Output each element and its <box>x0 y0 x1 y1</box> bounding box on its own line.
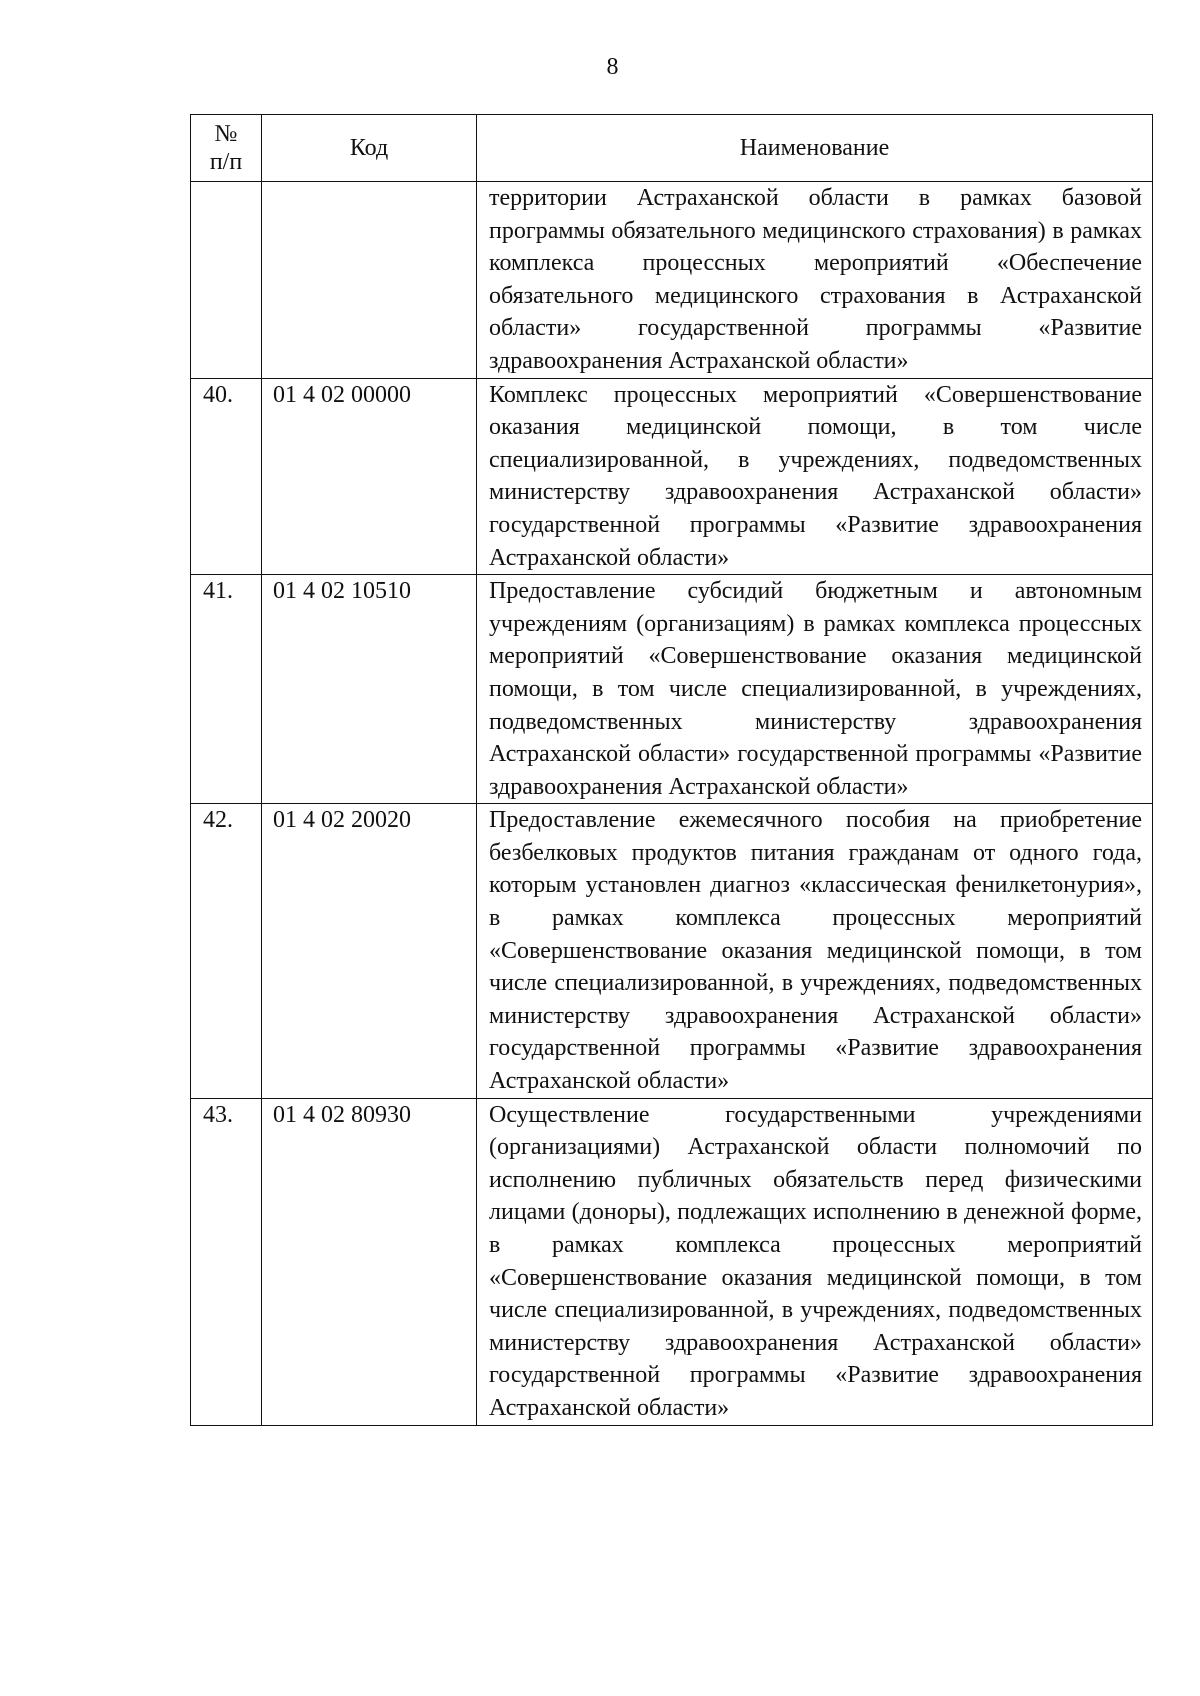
row-number <box>191 182 262 379</box>
row-name: Осуществление государственными учреждениями (организациями) Астраханской области полномочий по исполнению публичных обязательств перед физическими лицами (доноры), подлежащих исполнению в денежной форме, в рамках комплекса процессных мероприятий «Совершенствование оказания медицинской помощи, в том числе специализированной, в учреждениях, подведомственных министерству здравоохранения Астраханской области» государственной программы «Развитие здравоохранения Астраханской области» <box>477 1098 1153 1425</box>
header-code: Код <box>262 115 477 182</box>
table-row <box>191 378 1153 575</box>
table-row <box>191 182 1153 379</box>
budget-code-table <box>190 114 1153 1426</box>
header-number <box>191 115 262 182</box>
row-number: 42. <box>191 804 262 1098</box>
table-header-row <box>191 115 1153 182</box>
row-number: 41. <box>191 575 262 804</box>
header-number-sign: № <box>214 121 238 147</box>
row-code: 01 4 02 10510 <box>262 575 477 804</box>
row-code: 01 4 02 20020 <box>262 804 477 1098</box>
row-number: 40. <box>191 378 262 575</box>
row-code: 01 4 02 00000 <box>262 378 477 575</box>
row-name: Предоставление ежемесячного пособия на приобретение безбелковых продуктов питания гражданам от одного года, которым установлен диагноз «классическая фенилкетонурия», в рамках комплекса процессных мероприятий «Совершенствование оказания медицинской помощи, в том числе специализированной, в учреждениях, подведомственных министерству здравоохранения Астраханской области» государственной программы «Развитие здравоохранения Астраханской области» <box>477 804 1153 1098</box>
row-name: Комплекс процессных мероприятий «Совершенствование оказания медицинской помощи, в том числе специализированной, в учреждениях, подведомственных министерству здравоохранения Астраханской области» государственной программы «Развитие здравоохранения Астраханской области» <box>477 378 1153 575</box>
table-row <box>191 575 1153 804</box>
row-code: 01 4 02 80930 <box>262 1098 477 1425</box>
row-code <box>262 182 477 379</box>
row-name: территории Астраханской области в рамках базовой программы обязательного медицинского страхования) в рамках комплекса процессных мероприятий «Обеспечение обязательного медицинского страхования в Астраханской области» государственной программы «Развитие здравоохранения Астраханской области» <box>477 182 1153 379</box>
page-number: 8 <box>606 54 619 80</box>
row-name: Предоставление субсидий бюджетным и автономным учреждениям (организациям) в рамках комплекса процессных мероприятий «Совершенствование оказания медицинской помощи, в том числе специализированной, в учреждениях, подведомственных министерству здравоохранения Астраханской области» государственной программы «Развитие здравоохранения Астраханской области» <box>477 575 1153 804</box>
table-row <box>191 804 1153 1098</box>
table-row <box>191 1098 1153 1425</box>
header-name: Наименование <box>477 115 1153 182</box>
row-number: 43. <box>191 1098 262 1425</box>
header-number-pp: п/п <box>209 149 243 175</box>
